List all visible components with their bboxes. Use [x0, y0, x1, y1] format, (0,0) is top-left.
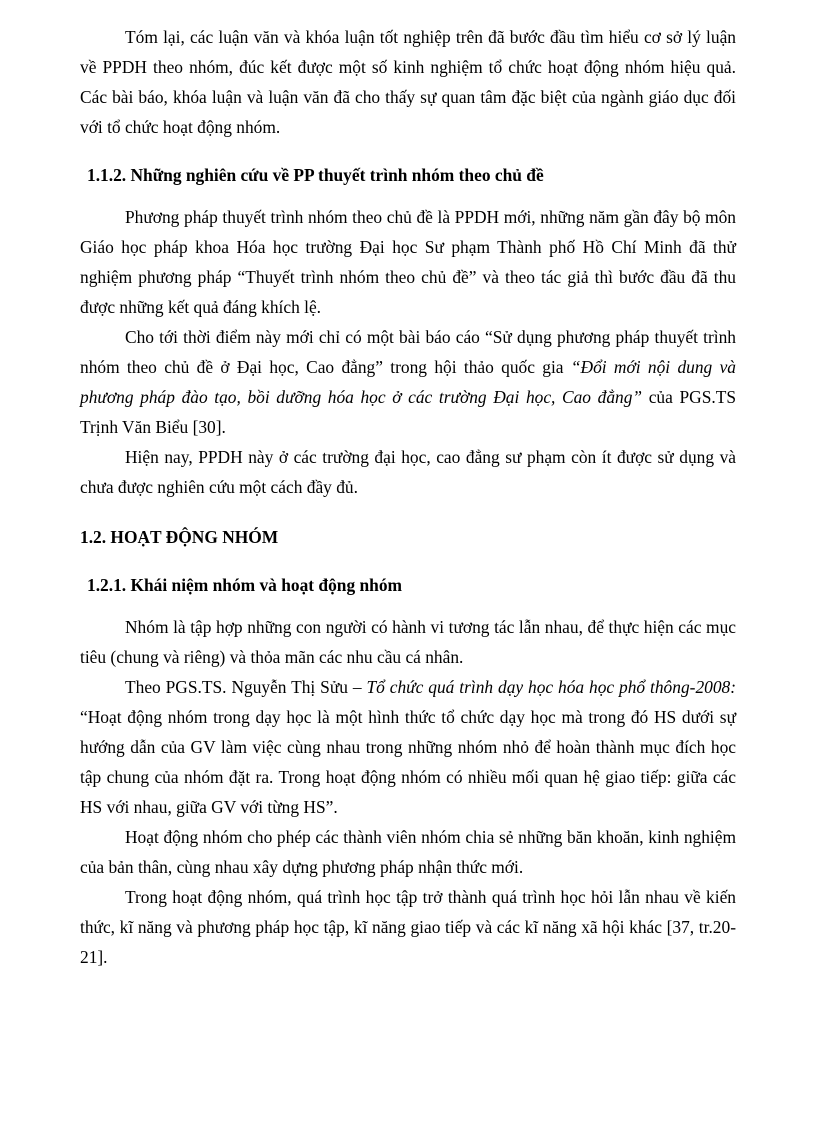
s121-paragraph-4: Trong hoạt động nhóm, quá trình học tập trở thành quá trình học hỏi lẫn nhau về kiến thức, kĩ năng và phương pháp học tập, kĩ năng giao tiếp và các kĩ năng xã hội khác [37, tr.20- 21]. — [80, 887, 736, 967]
s112-paragraph-2 — [80, 322, 736, 442]
s112-paragraph-1: Phương pháp thuyết trình nhóm theo chủ đề là PPDH mới, những năm gần đây bộ môn Giáo học pháp khoa Hóa học trường Đại học Sư phạm Thành phố Hồ Chí Minh đã thử nghiệm phương pháp “Thuyết trình nhóm theo chủ đề” và theo tác giả thì bước đầu đã thu được những kết quả đáng khích lệ. — [80, 207, 736, 317]
summary-paragraph: Tóm lại, các luận văn và khóa luận tốt nghiệp trên đã bước đầu tìm hiểu cơ sở lý luận về PPDH theo nhóm, đúc kết được một số kinh nghiệm tổ chức hoạt động nhóm hiệu quả. Các bài báo, khóa luận và luận văn đã cho thấy sự quan tâm đặc biệt của ngành giáo dục đối với tổ chức hoạt động nhóm. — [80, 27, 736, 137]
document-page — [80, 22, 736, 972]
s121-p2-text-start: Theo PGS.TS. Nguyễn Thị Sửu – — [125, 677, 367, 697]
s121-p2-italic-title: Tổ chức quá trình dạy học hóa học phổ thông-2008: — [366, 677, 737, 697]
s112-p2-text-start: Cho tới thời điểm này mới chỉ có một bài báo cáo “Sử dụng phương pháp thuyết trình nhóm theo chủ đề ở Đại học, Cao đẳng” trong hội thảo quốc gia — [80, 327, 736, 377]
s112-paragraph-3: Hiện nay, PPDH này ở các trường đại học, cao đẳng sư phạm còn ít được sử dụng và chưa được nghiên cứu một cách đầy đủ. — [80, 447, 736, 497]
s121-p2-text-end: “Hoạt động nhóm trong dạy học là một hình thức tổ chức dạy học mà trong đó HS dưới sự hướng dẫn của GV làm việc cùng nhau trong những nhóm nhỏ để hoàn thành mục đích học tập chung của nhóm đặt ra. Trong hoạt động nhóm có nhiều mối quan hệ giao tiếp: giữa các HS với nhau, giữa GV với từng HS”. — [80, 707, 736, 817]
section-heading-1-2-1: 1.2.1. Khái niệm nhóm và hoạt động nhóm — [87, 575, 403, 595]
s121-paragraph-1: Nhóm là tập hợp những con người có hành vi tương tác lẫn nhau, để thực hiện các mục tiêu (chung và riêng) và thỏa mãn các nhu cầu cá nhân. — [80, 617, 736, 667]
s121-paragraph-2 — [80, 672, 736, 822]
section-heading-1-2: 1.2. HOẠT ĐỘNG NHÓM — [80, 527, 279, 547]
section-heading-1-1-2: 1.1.2. Những nghiên cứu về PP thuyết trình nhóm theo chủ đề — [87, 165, 544, 185]
s112-p2-italic-title: “Đổi mới nội dung và phương pháp đào tạo, bồi dưỡng hóa học ở các trường Đại học, Cao đẳng” — [80, 357, 736, 407]
s112-p2-text-end: của PGS.TS Trịnh Văn Biểu [30]. — [80, 387, 737, 437]
s121-paragraph-3: Hoạt động nhóm cho phép các thành viên nhóm chia sẻ những băn khoăn, kinh nghiệm của bản thân, cùng nhau xây dựng phương pháp nhận thức mới. — [80, 827, 736, 877]
